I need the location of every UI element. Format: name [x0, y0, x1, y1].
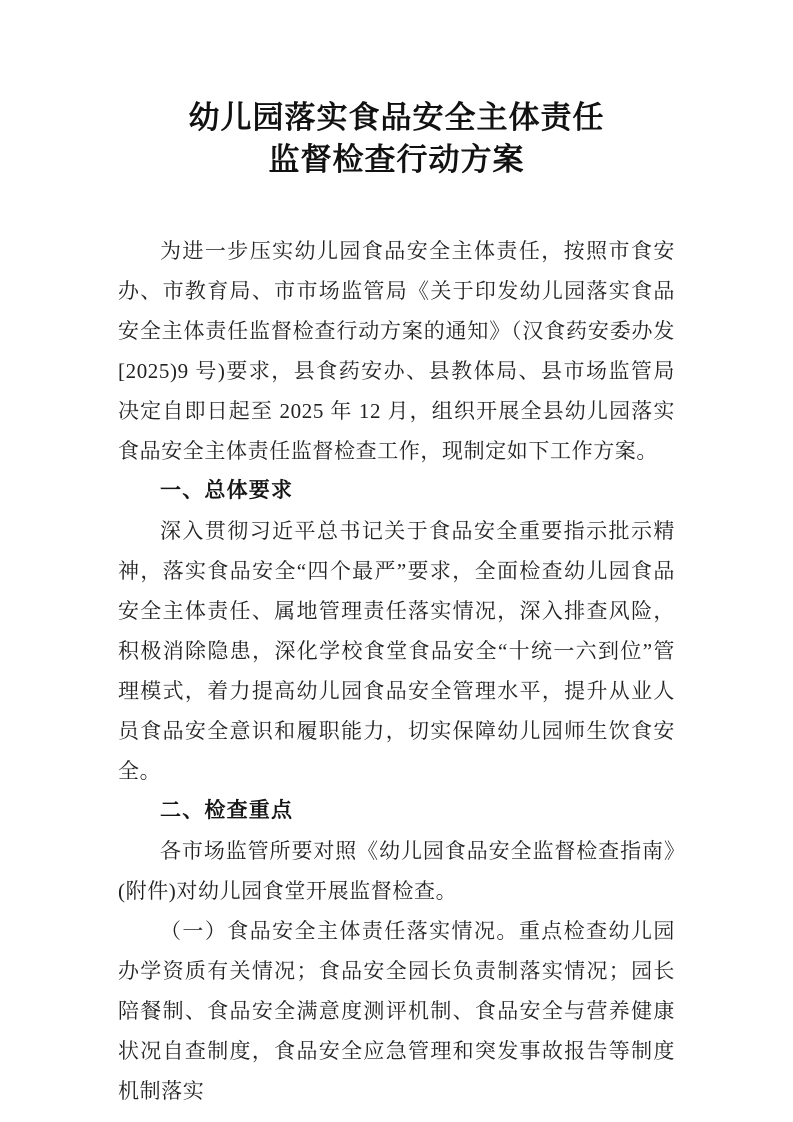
paragraph-inspection-item-1: （一）食品安全主体责任落实情况。重点检查幼儿园办学资质有关情况；食品安全园长负责制落实情况；园长陪餐制、食品安全满意度测评机制、食品安全与营养健康状况自查制度，食品安全应急管理和突发事故报告等制度机制落实: [118, 919, 675, 1103]
section-heading-1: 一、总体要求: [160, 479, 294, 502]
paragraph-intro: 为进一步压实幼儿园食品安全主体责任，按照市食安办、市教育局、市市场监管局《关于印发幼儿园落实食品安全主体责任监督检查行动方案的通知》（汉食药安委办发[2025)9 号)要求，县食药安办、县教体局、县市场监管局决定自即日起至 2025 年 12 月，组织开展全县幼儿园落实食品安全主体责任监督检查工作，现制定如下工作方案。: [118, 239, 675, 463]
document-body: [118, 231, 675, 1111]
document-title-line-2: 监督检查行动方案: [268, 142, 525, 177]
document-title: [0, 97, 793, 181]
section-heading-2: 二、检查重点: [160, 799, 294, 822]
paragraph-inspection-basis: 各市场监管所要对照《幼儿园食品安全监督检查指南》(附件)对幼儿园食堂开展监督检查。: [118, 839, 675, 903]
document-title-line-1: 幼儿园落实食品安全主体责任: [188, 100, 605, 135]
paragraph-overall-requirements: 深入贯彻习近平总书记关于食品安全重要指示批示精神，落实食品安全“四个最严”要求，全面检查幼儿园食品安全主体责任、属地管理责任落实情况，深入排查风险，积极消除隐患，深化学校食堂食品安全“十统一六到位”管理模式，着力提高幼儿园食品安全管理水平，提升从业人员食品安全意识和履职能力，切实保障幼儿园师生饮食安全。: [118, 519, 675, 783]
